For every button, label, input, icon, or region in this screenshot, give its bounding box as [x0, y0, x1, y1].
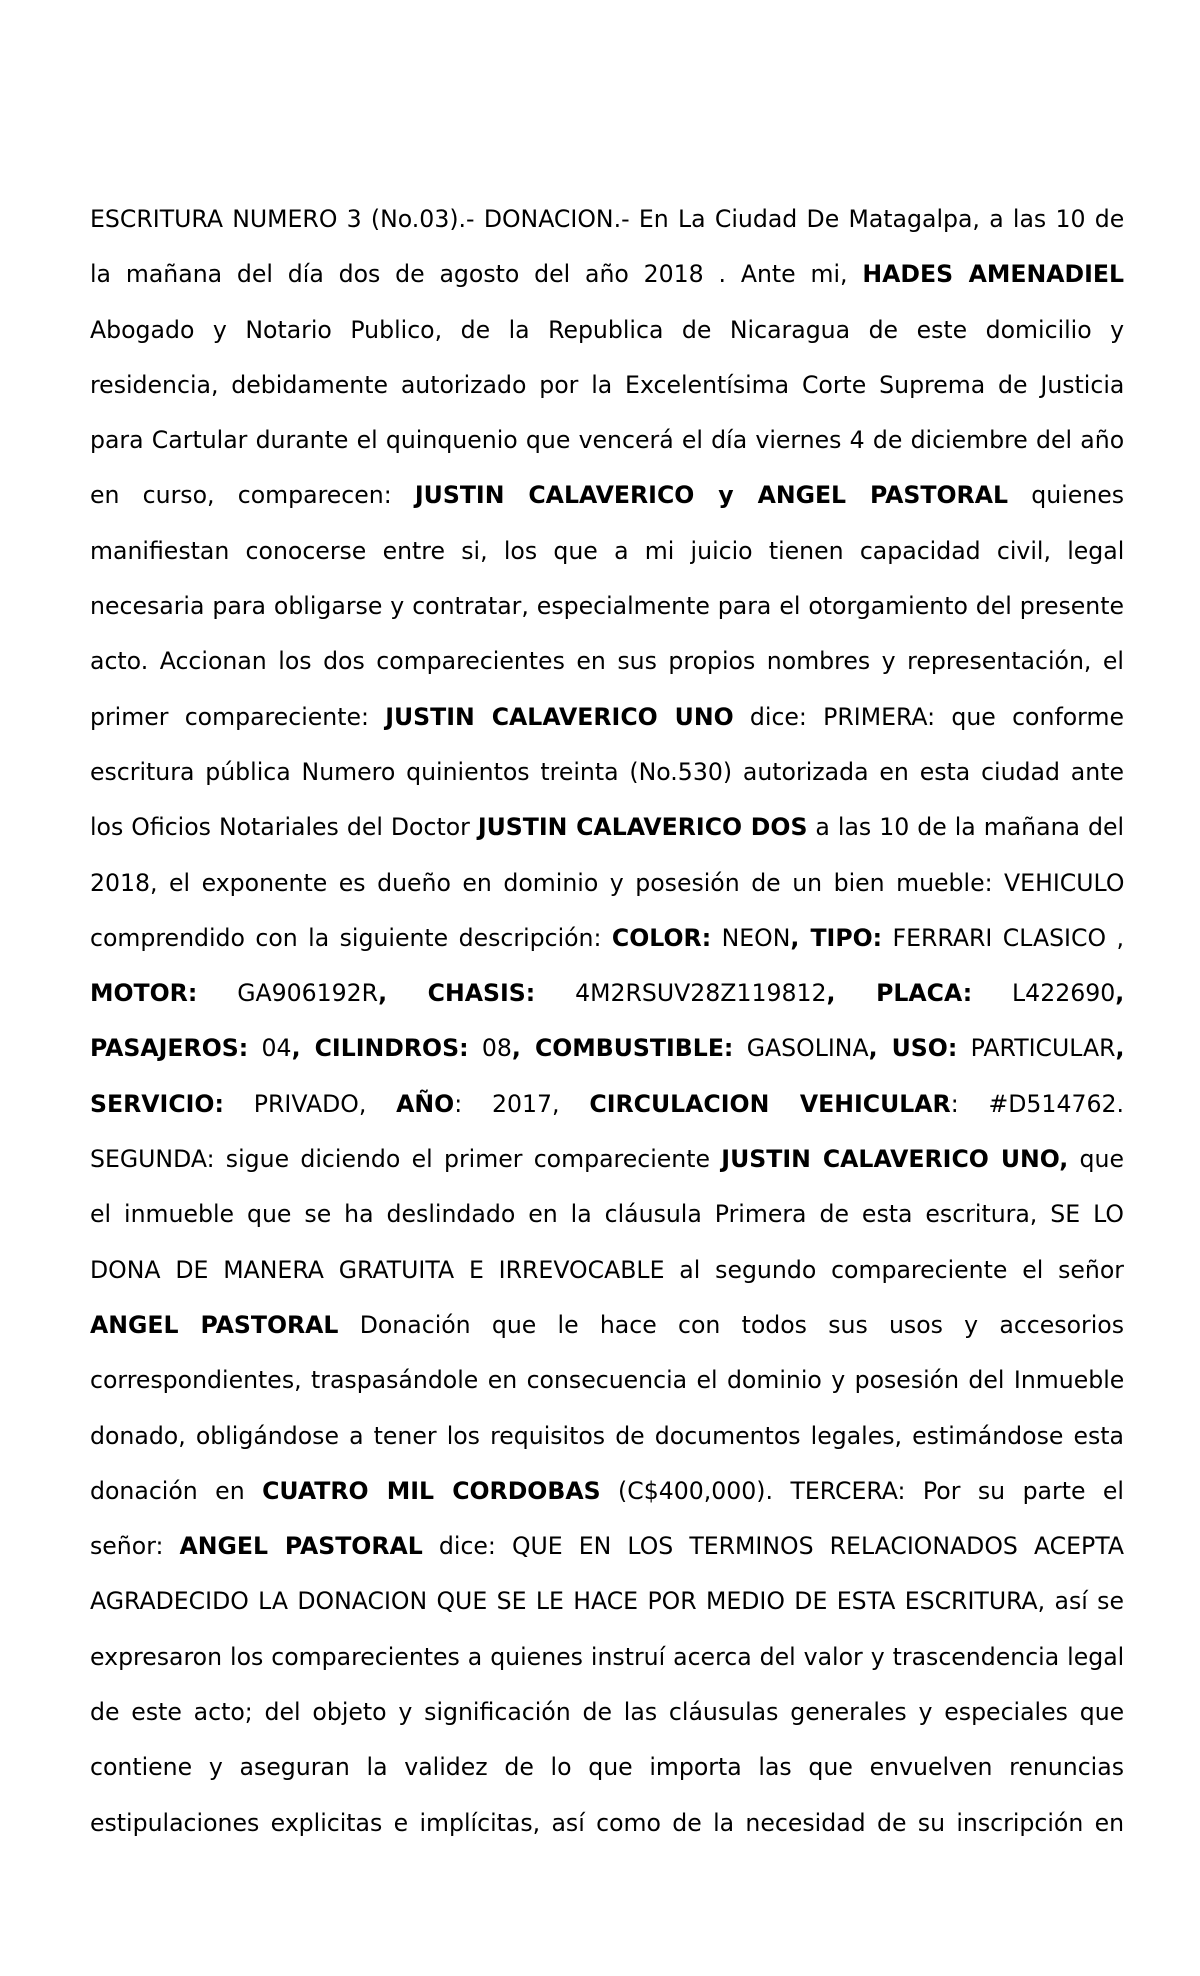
text-line [90, 800, 1124, 855]
text-line [90, 1187, 1124, 1242]
text-segment: los Oficios Notariales del Doctor [90, 813, 478, 842]
text-segment: acto. Accionan los dos comparecientes en sus propios nombres y representación, el [90, 647, 1124, 676]
text-line [90, 1132, 1124, 1187]
text-segment: a las 10 de la mañana del [807, 813, 1125, 842]
text-segment: (C$400,000). TERCERA: Por su parte el [600, 1476, 1124, 1505]
text-line [90, 1630, 1124, 1685]
bold-text-segment: PASAJEROS: [90, 1034, 249, 1063]
bold-text-segment: , CILINDROS: [291, 1034, 469, 1063]
bold-text-segment: , COMBUSTIBLE: [511, 1034, 734, 1063]
text-line [90, 524, 1124, 579]
text-segment: de este acto; del objeto y significación de las cláusulas generales y especiales que [90, 1698, 1125, 1727]
text-segment: que [1068, 1145, 1124, 1174]
bold-text-segment: AÑO [396, 1089, 455, 1118]
text-segment: Abogado y Notario Publico, de la Republica de Nicaragua de este domicilio y [90, 315, 1125, 344]
text-segment: GA906192R [197, 979, 379, 1008]
bold-text-segment: CIRCULACION VEHICULAR [589, 1089, 951, 1118]
text-line [90, 1021, 1124, 1076]
text-segment: la mañana del día dos de agosto del año 2018 . Ante mi, [90, 260, 863, 289]
bold-text-segment: MOTOR: [90, 979, 198, 1008]
text-segment: expresaron los comparecientes a quienes instruí acerca del valor y trascendencia legal [90, 1642, 1125, 1671]
deed-body-text [90, 192, 1124, 1851]
bold-text-segment: ANGEL PASTORAL [90, 1310, 339, 1339]
bold-text-segment: JUSTIN CALAVERICO UNO [385, 702, 734, 731]
text-segment: dice: PRIMERA: que conforme [733, 702, 1124, 731]
text-segment: primer compareciente: [90, 702, 386, 731]
bold-text-segment: HADES AMENADIEL [862, 260, 1125, 289]
bold-text-segment: JUSTIN CALAVERICO UNO, [721, 1145, 1069, 1174]
bold-text-segment: , USO: [868, 1034, 958, 1063]
text-line [90, 1574, 1124, 1629]
text-line [90, 579, 1124, 634]
text-segment: manifiestan conocerse entre si, los que a mi juicio tienen capacidad civil, legal [90, 536, 1125, 565]
text-line [90, 1409, 1124, 1464]
text-segment: PARTICULAR [957, 1034, 1116, 1063]
text-segment: ESCRITURA NUMERO 3 (No.03).- DONACION.- En La Ciudad De Matagalpa, a las 10 de [90, 205, 1125, 233]
text-segment: 08 [468, 1034, 512, 1063]
bold-text-segment: , [1115, 1034, 1125, 1063]
bold-text-segment: COLOR: [611, 923, 712, 952]
bold-text-segment: JUSTIN CALAVERICO DOS [477, 813, 808, 842]
text-segment: quienes [1008, 481, 1125, 510]
text-segment: 04 [248, 1034, 292, 1063]
text-segment: L422690 [972, 979, 1116, 1008]
bold-text-segment: , PLACA: [826, 979, 973, 1008]
text-segment: 4M2RSUV28Z119812 [535, 979, 827, 1008]
text-segment: comprendido con la siguiente descripción: [90, 923, 612, 952]
bold-text-segment: , [1115, 979, 1125, 1008]
text-segment: dice: QUE EN LOS TERMINOS RELACIONADOS ACEPTA [422, 1532, 1124, 1561]
text-segment: SEGUNDA: sigue diciendo el primer compareciente [90, 1145, 722, 1174]
text-segment: : 2017, [454, 1089, 590, 1118]
text-segment: PRIVADO, [223, 1089, 397, 1118]
text-segment: estipulaciones explicitas e implícitas, así como de la necesidad de su inscripción en [90, 1808, 1125, 1837]
text-segment: 2018, el exponente es dueño en dominio y posesión de un bien mueble: VEHICULO [90, 868, 1125, 897]
text-line [90, 358, 1124, 413]
text-line [90, 634, 1124, 689]
text-line [90, 911, 1124, 966]
text-line [90, 745, 1124, 800]
text-line [90, 1298, 1124, 1353]
text-segment: correspondientes, traspasándole en consecuencia el dominio y posesión del Inmueble [90, 1366, 1125, 1395]
text-segment: residencia, debidamente autorizado por la Excelentísima Corte Suprema de Justicia [90, 370, 1125, 399]
text-line [90, 468, 1124, 523]
text-segment: para Cartular durante el quinquenio que vencerá el día viernes 4 de diciembre del año [90, 426, 1125, 455]
text-line [90, 1796, 1124, 1851]
bold-text-segment: SERVICIO: [90, 1089, 224, 1118]
text-segment: : #D514762. [950, 1089, 1124, 1118]
bold-text-segment: , CHASIS: [378, 979, 536, 1008]
text-segment: donación en [90, 1476, 263, 1505]
text-line [90, 856, 1124, 911]
text-segment: DONA DE MANERA GRATUITA E IRREVOCABLE al segundo compareciente el señor [90, 1255, 1124, 1284]
text-line [90, 1243, 1124, 1298]
text-line [90, 1464, 1124, 1519]
text-line [90, 413, 1124, 468]
text-segment: el inmueble que se ha deslindado en la cláusula Primera de esta escritura, SE LO [90, 1200, 1124, 1229]
text-line [90, 966, 1124, 1021]
text-segment: señor: [90, 1532, 180, 1561]
text-segment: GASOLINA [733, 1034, 869, 1063]
bold-text-segment: JUSTIN CALAVERICO y ANGEL PASTORAL [414, 481, 1009, 510]
text-segment: escritura pública Numero quinientos treinta (No.530) autorizada en esta ciudad ante [90, 757, 1124, 786]
text-line [90, 1519, 1124, 1574]
bold-text-segment: ANGEL PASTORAL [179, 1532, 423, 1561]
text-line [90, 303, 1124, 358]
text-segment: NEON [711, 923, 791, 952]
text-segment: AGRADECIDO LA DONACION QUE SE LE HACE POR MEDIO DE ESTA ESCRITURA, así se [90, 1587, 1124, 1616]
text-segment: donado, obligándose a tener los requisitos de documentos legales, estimándose esta [90, 1421, 1124, 1450]
bold-text-segment: , TIPO: [790, 923, 883, 952]
text-line [90, 1685, 1124, 1740]
text-segment: en curso, comparecen: [90, 481, 415, 510]
text-line [90, 1077, 1124, 1132]
text-line [90, 1353, 1124, 1408]
text-segment: necesaria para obligarse y contratar, especialmente para el otorgamiento del presente [90, 592, 1124, 621]
text-line [90, 690, 1124, 745]
text-segment: FERRARI CLASICO , [882, 923, 1124, 952]
text-segment: Donación que le hace con todos sus usos y accesorios [338, 1310, 1125, 1339]
text-line [90, 247, 1124, 302]
text-line [90, 1740, 1124, 1795]
text-segment: contiene y aseguran la validez de lo que importa las que envuelven renuncias [90, 1753, 1124, 1782]
text-line [90, 192, 1124, 247]
bold-text-segment: CUATRO MIL CORDOBAS [262, 1476, 601, 1505]
